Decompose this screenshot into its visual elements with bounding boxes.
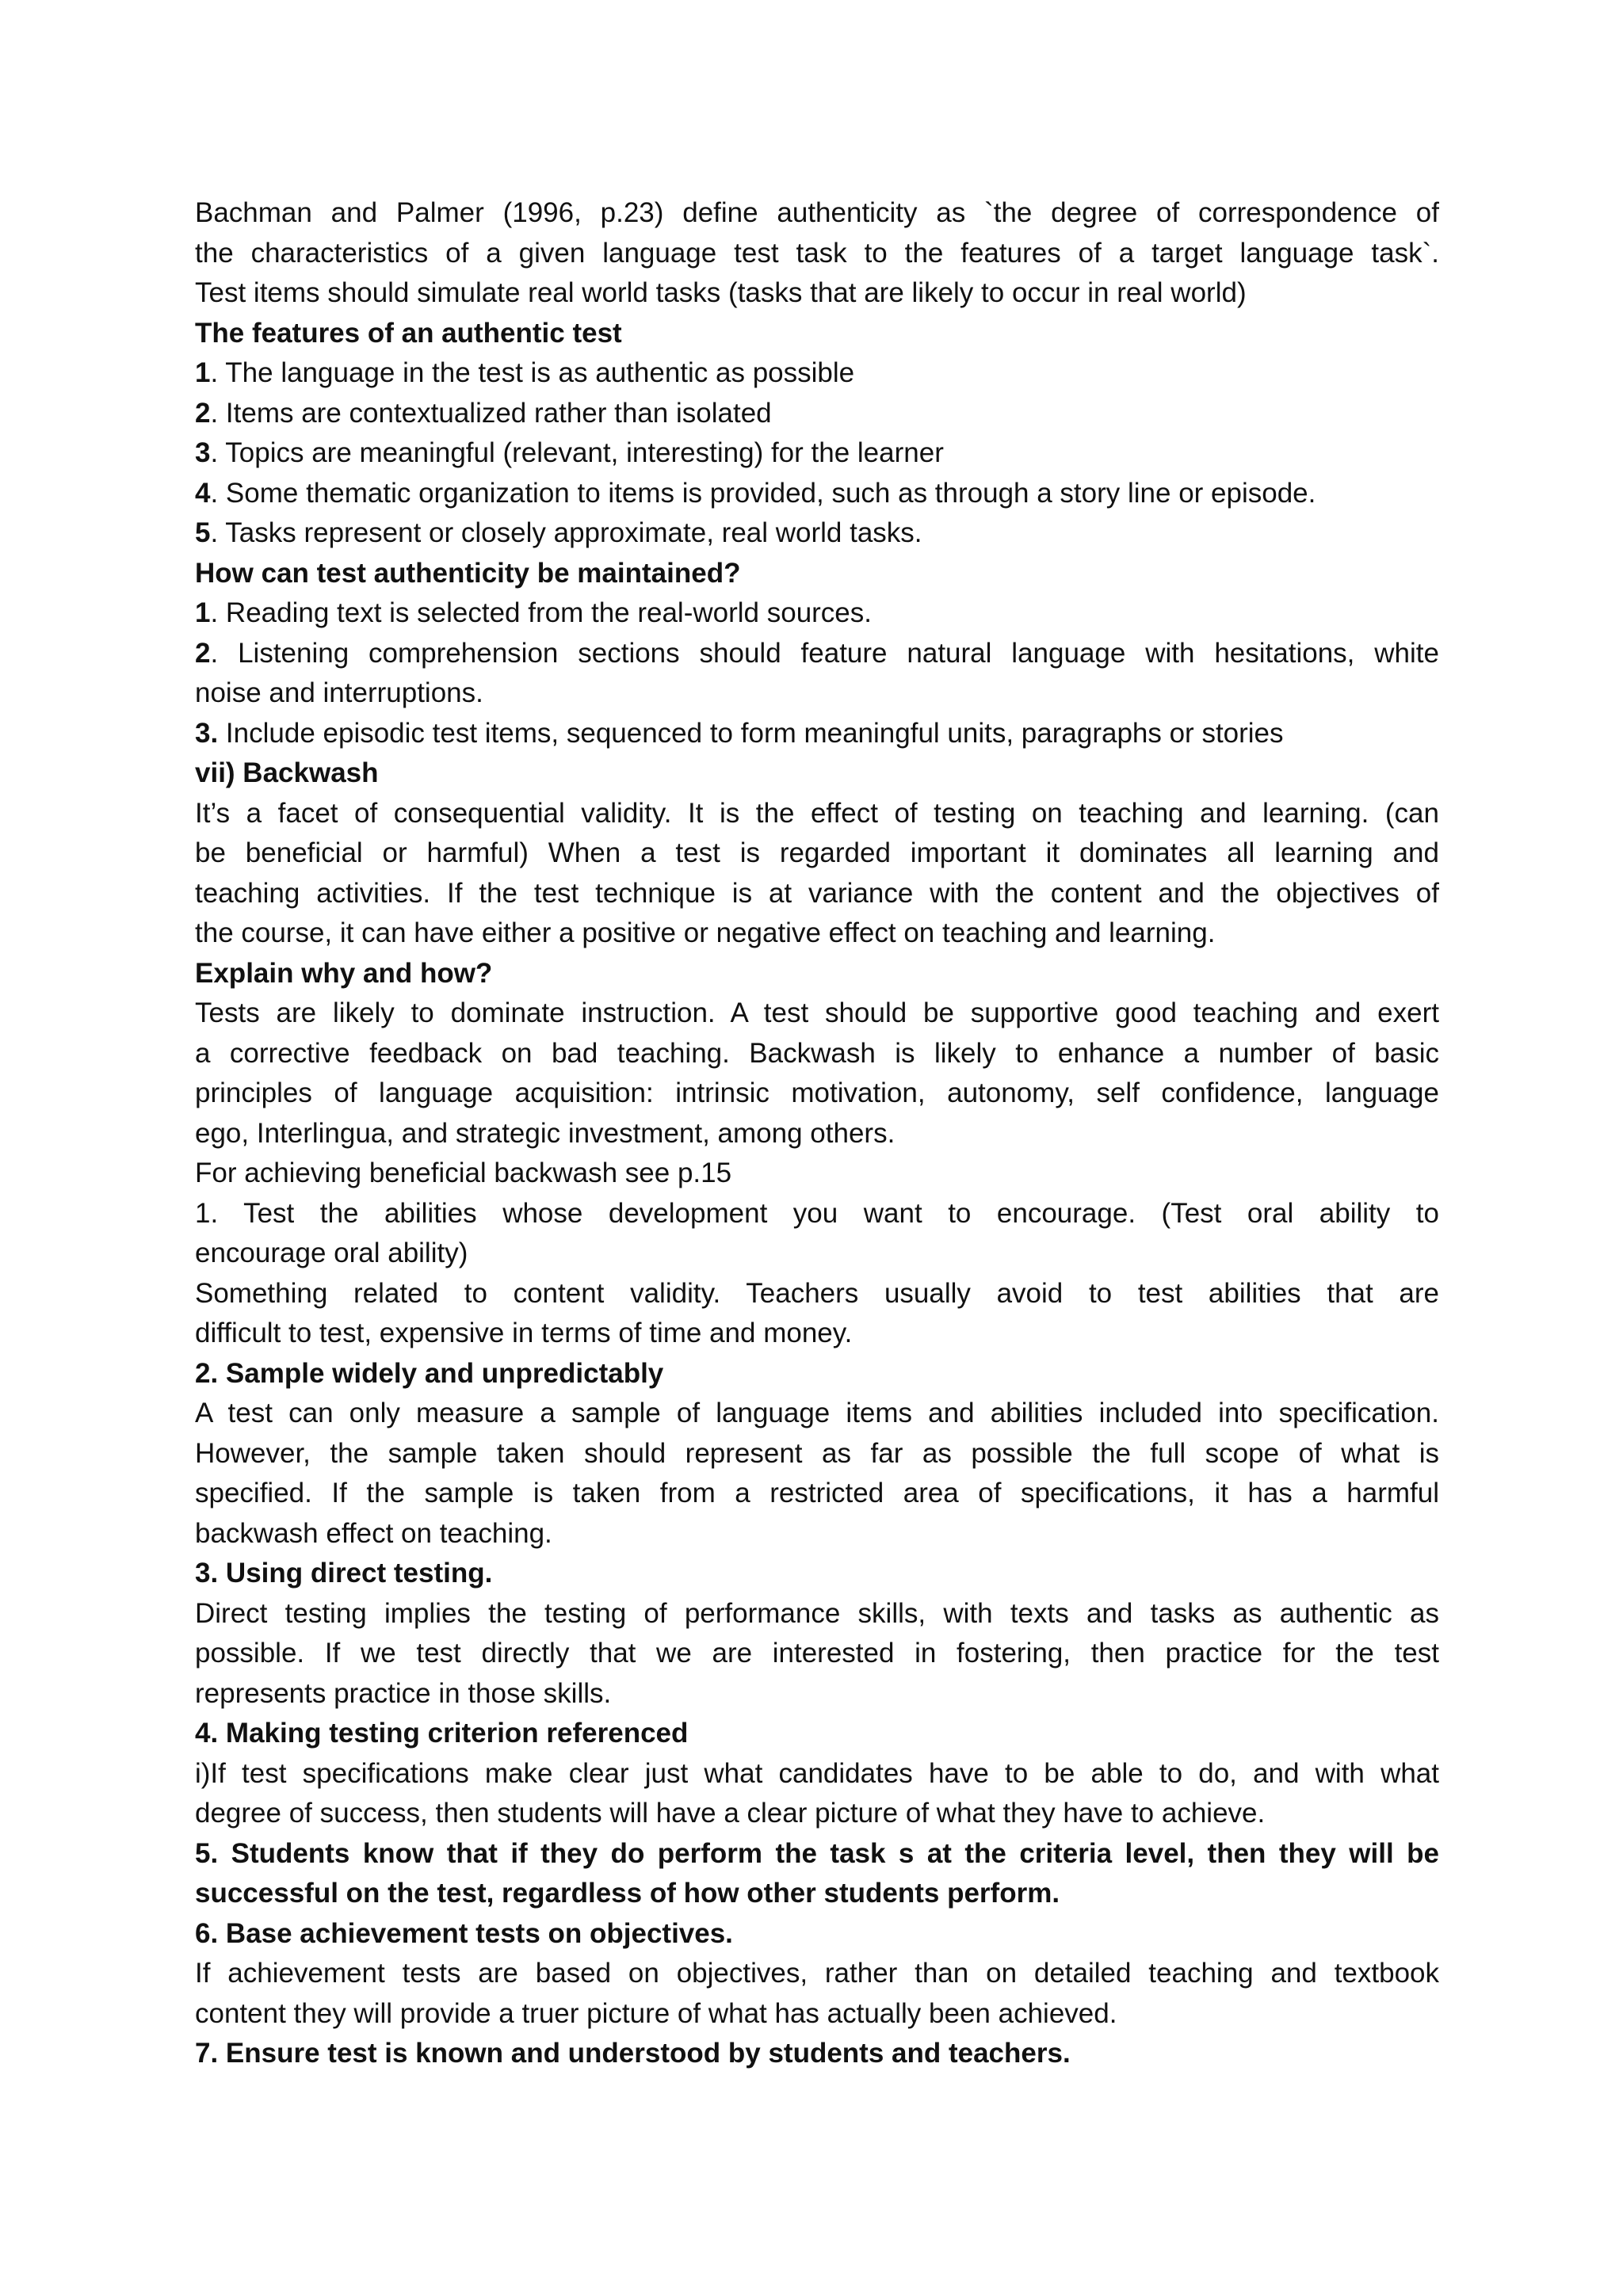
maintain-item [195, 593, 1439, 634]
feature-item [195, 353, 1439, 394]
document-body [195, 193, 1439, 2074]
point-1-line: encourage oral ability) [195, 1238, 468, 1268]
maintain-text: . Listening comprehension sections should feature natural language with hesitations, white [210, 637, 1439, 669]
maintain-item [195, 634, 1439, 674]
paragraph-line: degree of success, then students will have a clear picture of what they have to achieve. [195, 1798, 1266, 1829]
reference-note: For achieving beneficial backwash see p.15 [195, 1158, 732, 1188]
paragraph-line: principles of language acquisition: intrinsic motivation, autonomy, self confidence, language [195, 1077, 1439, 1108]
paragraph-line: backwash effect on teaching. [195, 1517, 552, 1549]
paragraph-line: represents practice in those skills. [195, 1677, 612, 1709]
paragraph-line: It’s a facet of consequential validity. It is the effect of testing on teaching and learning. (can [195, 797, 1439, 829]
maintain-text: noise and interruptions. [195, 677, 483, 708]
paragraph-line: difficult to test, expensive in terms of time and money. [195, 1318, 853, 1348]
backwash-heading: vii) Backwash [195, 757, 379, 788]
feature-number: 4 [195, 477, 211, 509]
point-3-heading: 3. Using direct testing. [195, 1558, 493, 1589]
maintain-number: 1 [195, 597, 211, 628]
intro-line: Test items should simulate real world tasks (tasks that are likely to occur in real world) [195, 277, 1247, 308]
point-4-heading: 4. Making testing criterion referenced [195, 1718, 689, 1749]
paragraph-line: ego, Interlingua, and strategic investment, among others. [195, 1117, 896, 1149]
feature-number: 5 [195, 517, 211, 548]
feature-item [195, 513, 1439, 554]
paragraph-line: a corrective feedback on bad teaching. Backwash is likely to enhance a number of basic [195, 1037, 1439, 1069]
intro-line: the characteristics of a given language test task to the features of a target language task`. [195, 237, 1439, 269]
maintain-text: . Reading text is selected from the real-world sources. [210, 597, 872, 628]
paragraph-line: Tests are likely to dominate instruction. A test should be supportive good teaching and exert [195, 997, 1439, 1028]
explain-heading: Explain why and how? [195, 957, 493, 989]
feature-item [195, 433, 1439, 474]
paragraph-line: Direct testing implies the testing of performance skills, with texts and tasks as authentic as [195, 1597, 1439, 1629]
paragraph-line: i)If test specifications make clear just what candidates have to be able to do, and with what [195, 1757, 1439, 1789]
paragraph-line: content they will provide a truer picture of what has actually been achieved. [195, 1997, 1117, 2029]
paragraph-line: the course, it can have either a positive or negative effect on teaching and learning. [195, 917, 1216, 948]
feature-item [195, 394, 1439, 434]
point-5-line: successful on the test, regardless of how other students perform. [195, 1878, 1060, 1909]
feature-text: . Items are contextualized rather than isolated [210, 397, 772, 429]
feature-text: . Tasks represent or closely approximate, real world tasks. [210, 517, 922, 548]
features-heading: The features of an authentic test [195, 317, 622, 349]
intro-line: Bachman and Palmer (1996, p.23) define authenticity as `the degree of correspondence of [195, 197, 1439, 228]
feature-text: . The language in the test is as authentic as possible [210, 357, 855, 388]
maintain-number: 2 [195, 637, 211, 669]
feature-text: . Some thematic organization to items is provided, such as through a story line or episode. [210, 477, 1316, 509]
maintain-heading: How can test authenticity be maintained? [195, 557, 741, 589]
paragraph-line: possible. If we test directly that we are interested in fostering, then practice for the test [195, 1638, 1439, 1669]
maintain-number: 3. [195, 717, 219, 749]
point-6-heading: 6. Base achievement tests on objectives. [195, 1917, 733, 1949]
maintain-text: Include episodic test items, sequenced to form meaningful units, paragraphs or stories [218, 717, 1284, 749]
point-2-heading: 2. Sample widely and unpredictably [195, 1357, 664, 1389]
feature-number: 3 [195, 437, 211, 468]
paragraph-line: Something related to content validity. Teachers usually avoid to test abilities that are [195, 1277, 1439, 1309]
paragraph-line: specified. If the sample is taken from a restricted area of specifications, it has a harmful [195, 1478, 1439, 1508]
paragraph-line: be beneficial or harmful) When a test is regarded important it dominates all learning and [195, 837, 1439, 868]
point-5-line: 5. Students know that if they do perform the task s at the criteria level, then they will be [195, 1837, 1439, 1869]
paragraph-line: A test can only measure a sample of language items and abilities included into specification. [195, 1398, 1439, 1428]
feature-text: . Topics are meaningful (relevant, interesting) for the learner [210, 437, 944, 468]
feature-item [195, 474, 1439, 514]
feature-number: 1 [195, 357, 211, 388]
feature-number: 2 [195, 397, 211, 429]
paragraph-line: If achievement tests are based on objectives, rather than on detailed teaching and textbook [195, 1958, 1439, 1989]
paragraph-line: However, the sample taken should represent as far as possible the full scope of what is [195, 1437, 1439, 1469]
point-1-line: 1. Test the abilities whose development you want to encourage. (Test oral ability to [195, 1197, 1439, 1229]
maintain-item [195, 714, 1439, 754]
point-7-heading: 7. Ensure test is known and understood by students and teachers. [195, 2038, 1071, 2069]
paragraph-line: teaching activities. If the test technique is at variance with the content and the objectives of [195, 877, 1439, 909]
